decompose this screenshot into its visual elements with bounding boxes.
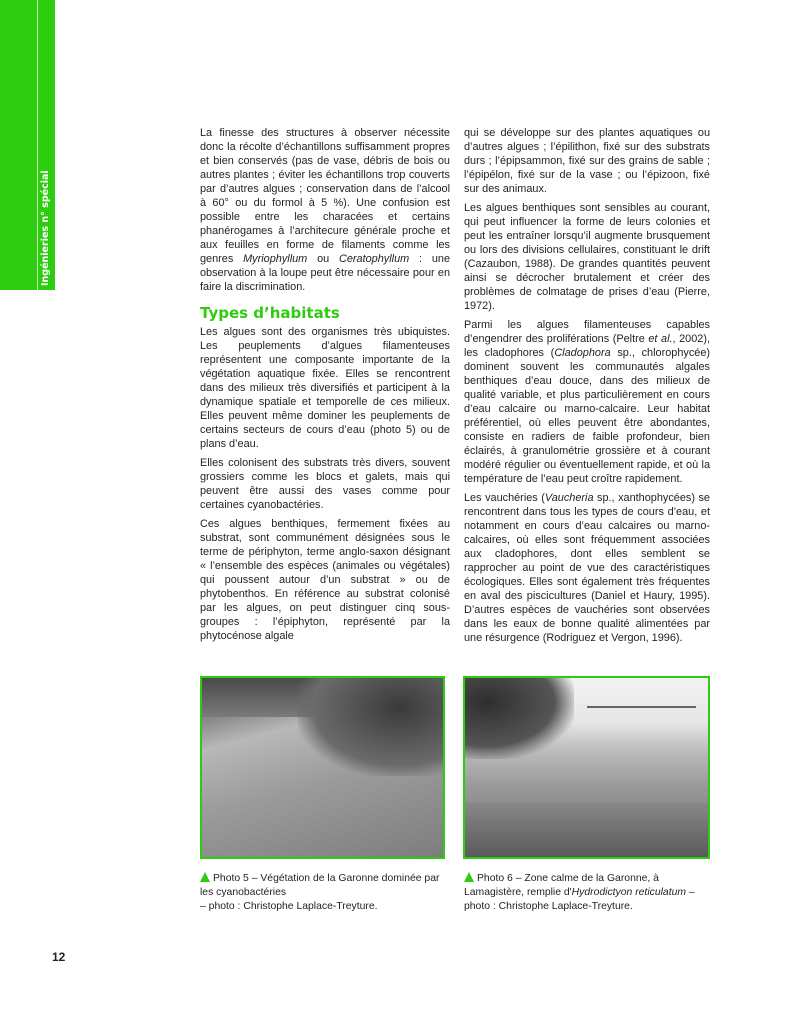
- text-run: Photo 6 – Zone calme de la Garonne, à Lamagistère, remplie d': [464, 873, 659, 898]
- page-number: 12: [52, 950, 66, 964]
- caption-text: [464, 873, 695, 912]
- paragraph: [464, 318, 710, 486]
- text-run: , 2002), les cladophores (: [464, 333, 710, 359]
- text-run: Photo 5 – Végétation de la Garonne dominée par les cyanobactéries: [200, 873, 440, 898]
- text-run: : une observation à la loupe peut être nécessaire pour en faire la discrimination.: [200, 253, 451, 293]
- photo-5-garonne-vegetation: [200, 676, 445, 859]
- italic-text: Myriophyllum: [243, 253, 308, 265]
- text-run: – photo : Christophe Laplace-Treyture.: [464, 887, 695, 912]
- caption-text: [200, 873, 439, 912]
- text-run: sp., xanthophycées) se rencontrent dans tous les types de cours d’eau, et notamment en cours d’eau calcaires ou marno-calcaires, où elles sont fréquemment associées aux cladophores, dont elles semblent se rapprocher au point de vue des caractéristiques écologiques. Elles sont également très fréquentes en aval des piscicultures (Daniel et Haury, 1995). D’autres espèces de vauchéries sont observées dans les eaux de bonne qualité alimentées par une résurgence (Rodriguez et Vergon, 1996).: [464, 492, 710, 644]
- text-run: ou: [307, 253, 339, 265]
- photo-trees: [465, 678, 574, 759]
- paragraph: [200, 456, 450, 512]
- italic-text: et al.: [648, 333, 673, 345]
- text-run: sp., chlorophycée) dominent souvent les communautés algales benthiques d’eau douce, dans des milieux de qualité variable, et plus particulièrement en cours d’eau calcaire ou marno-calcaire. Leur habitat préférentiel, où elles peuvent être abondantes, consiste en radiers de faible profondeur, bien éclairés, à granulométrie grossière et à courant modéré régulier ou éventuellement rapide, et où la température de l’eau peut croître rapidement.: [464, 347, 711, 485]
- text-column-left: [200, 126, 450, 648]
- text-run: Les algues sont des organismes très ubiquistes. Les peuplements d’algues filamenteuses représentent une composante importante de la végétation aquatique fixée. Elles se rencontrent dans des milieux très diversifiés et participent à la dynamique spatiale et temporelle de ces milieux. Elles peuvent même dominer les peuplements de certains secteurs de cours d’eau (photo 5) ou de plans d’eau.: [200, 326, 450, 450]
- text-run: La finesse des structures à observer nécessite donc la récolte d’échantillons suffisamment propres et bien conservés (pas de vase, débris de bois ou autres plantes ; éviter les échantillons trop couverts par d’autres algues ; conservation dans de l’alcool à 60° ou du formol à 5 %). Une confusion est possible entre les characées et certains phanérogames à l’architecure générale proche et aux feuilles en forme de filaments comme les genres: [200, 127, 450, 265]
- text-run: Les algues benthiques sont sensibles au courant, qui peut influencer la forme de leurs colonies et peut les entraîner lorsqu’il augmente brusquement ou lors des divisions cellulaires, constituant le drift (Cazaubon, 1988). De grandes quantités peuvent ainsi se décrocher brutalement et créer des problèmes de colmatage de prises d’eau (Pierre, 1972).: [464, 202, 710, 312]
- journal-label: Ingénieries n° spécial: [40, 170, 51, 286]
- text-run: Ces algues benthiques, fermement fixées au substrat, sont communément désignées sous le terme de périphyton, terme anglo-saxon désignant « l’ensemble des espèces (animales ou végétales) qui poussent autour d’un substrat » ou de phytobenthos. En référence au substrat colonisé par les algues, on peut distinguer cinq sous-groupes : l’épiphyton, représenté par la phytocénose algale: [200, 518, 450, 642]
- paragraph: [464, 126, 710, 196]
- section-sidebar: [0, 0, 55, 290]
- photo-6-caption: [464, 872, 714, 914]
- triangle-marker-icon: [200, 872, 210, 882]
- paragraph: [464, 201, 710, 313]
- paragraph: [464, 491, 710, 645]
- triangle-marker-icon: [464, 872, 474, 882]
- paragraph: [200, 126, 450, 294]
- text-run: Les vauchéries (: [464, 492, 545, 504]
- text-run: Elles colonisent des substrats très divers, souvent grossiers comme les blocs et galets, mais qui peuvent être aussi des vases comme pour certaines cyanobactéries.: [200, 457, 450, 511]
- photo-bridge: [587, 706, 696, 708]
- text-run: Parmi les algues filamenteuses capables d’engendrer des proliférations (Peltre: [464, 319, 710, 345]
- paragraph: [200, 325, 450, 451]
- italic-text: Vaucheria: [544, 492, 594, 504]
- italic-text: Hydrodictyon reticulatum: [571, 887, 687, 898]
- text-run: – photo : Christophe Laplace-Treyture.: [200, 901, 378, 912]
- italic-text: Ceratophyllum: [338, 253, 410, 265]
- photo-6-garonne-calm-zone: [463, 676, 710, 859]
- section-heading: Types d’habitats: [200, 304, 340, 322]
- paragraph: [200, 517, 450, 643]
- italic-text: Cladophora: [554, 347, 611, 359]
- photo-5-caption: [200, 872, 450, 914]
- photo-bank: [298, 678, 443, 776]
- photo-bank: [465, 803, 708, 857]
- text-run: qui se développe sur des plantes aquatiques ou d’autres algues ; l’épilithon, fixé sur des substrats durs ; l’épipsammon, fixé sur des grains de sable ; l’épipélon, fixé sur de la vase ; ou l’épizoon, fixé sur des animaux.: [464, 127, 710, 195]
- text-column-right: [464, 126, 710, 650]
